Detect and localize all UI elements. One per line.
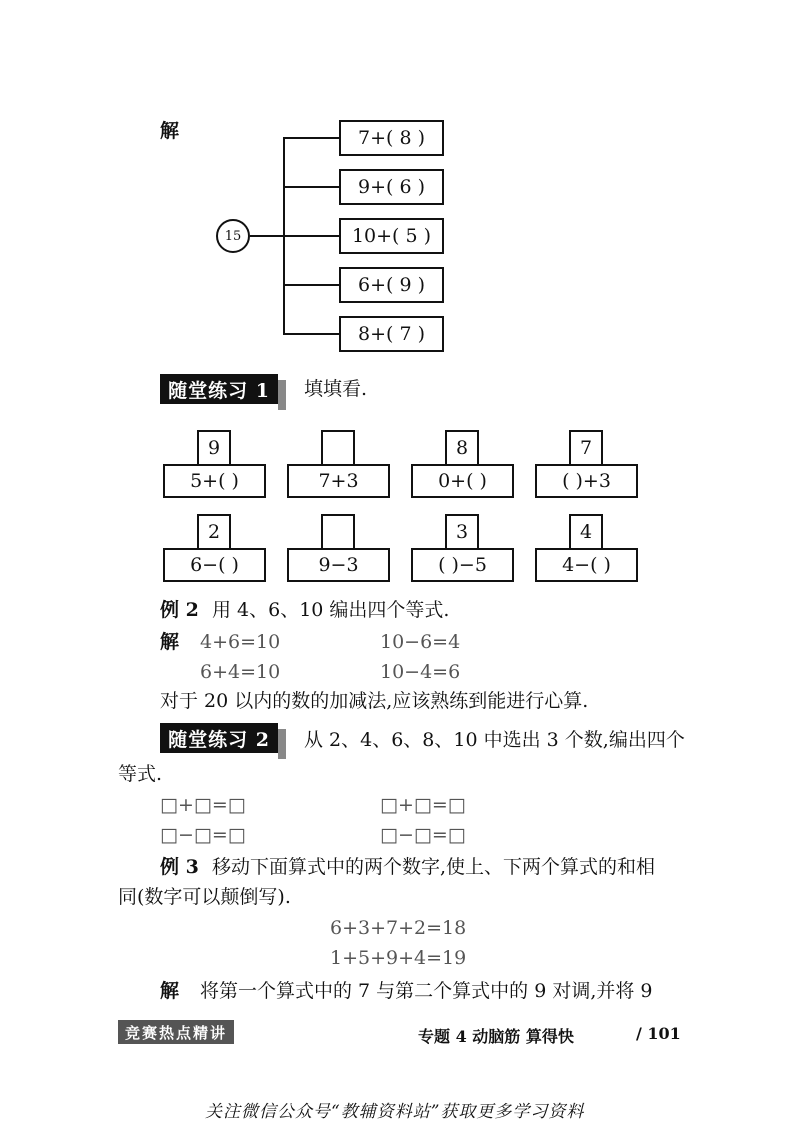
house-bottom: 7+3 xyxy=(287,464,390,498)
blank-equation: □−□=□ xyxy=(160,824,246,846)
house-bottom: 9−3 xyxy=(287,548,390,582)
example3-solution-text: 将第一个算式中的 7 与第二个算式中的 9 对调,并将 9 xyxy=(200,980,653,1002)
branch-connector xyxy=(283,235,339,237)
practice1-label: 随堂练习 1 xyxy=(160,374,278,404)
house-bottom: 5+( ) xyxy=(163,464,266,498)
blank-equation: □−□=□ xyxy=(380,824,466,846)
branch-box: 8+( 7 ) xyxy=(339,316,444,352)
house-top: 8 xyxy=(445,430,479,466)
branch-connector xyxy=(283,137,339,139)
footer-section-tag: 竞赛热点精讲 xyxy=(118,1020,234,1044)
practice2-prompt: 从 2、4、6、8、10 中选出 3 个数,编出四个 xyxy=(304,729,685,751)
practice1-prompt: 填填看. xyxy=(304,378,368,400)
blank-equation: □+□=□ xyxy=(380,794,466,816)
branch-box: 6+( 9 ) xyxy=(339,267,444,303)
page-number: / 101 xyxy=(636,1024,681,1043)
equation: 1+5+9+4=19 xyxy=(330,947,467,969)
house-bottom: 6−( ) xyxy=(163,548,266,582)
equation: 10−4=6 xyxy=(380,661,461,683)
house-bottom: ( )−5 xyxy=(411,548,514,582)
watermark-text: 关注微信公众号“教辅资料站”获取更多学习资料 xyxy=(205,1102,585,1122)
equation: 6+3+7+2=18 xyxy=(330,917,467,939)
blank-equation: □+□=□ xyxy=(160,794,246,816)
example2-solution-label: 解 xyxy=(160,631,180,653)
house-bottom: 4−( ) xyxy=(535,548,638,582)
house-bottom: 0+( ) xyxy=(411,464,514,498)
branch-connector xyxy=(283,284,339,286)
example2-note: 对于 20 以内的数的加减法,应该熟练到能进行心算. xyxy=(160,690,589,712)
practice2-label: 随堂练习 2 xyxy=(160,723,278,753)
solution-label: 解 xyxy=(160,120,180,142)
house-top: 7 xyxy=(569,430,603,466)
house-top: 9 xyxy=(197,430,231,466)
footer-topic: 专题 4 动脑筋 算得快 xyxy=(418,1027,574,1046)
example3-text: 移动下面算式中的两个数字,使上、下两个算式的和相 xyxy=(212,856,656,878)
house-top xyxy=(321,430,355,466)
branch-box: 9+( 6 ) xyxy=(339,169,444,205)
branch-box: 7+( 8 ) xyxy=(339,120,444,156)
root-connector xyxy=(250,235,284,237)
equation: 4+6=10 xyxy=(200,631,281,653)
house-top: 3 xyxy=(445,514,479,550)
example3-label: 例 3 xyxy=(160,856,199,878)
example3-text-cont: 同(数字可以颠倒写). xyxy=(118,886,291,908)
branch-connector xyxy=(283,333,339,335)
equation: 6+4=10 xyxy=(200,661,281,683)
house-top xyxy=(321,514,355,550)
example2-text: 用 4、6、10 编出四个等式. xyxy=(212,599,450,621)
example2-label: 例 2 xyxy=(160,599,199,621)
example3-solution-label: 解 xyxy=(160,980,180,1002)
house-bottom: ( )+3 xyxy=(535,464,638,498)
house-top: 4 xyxy=(569,514,603,550)
branch-connector xyxy=(283,186,339,188)
equation: 10−6=4 xyxy=(380,631,461,653)
practice2-prompt-cont: 等式. xyxy=(118,763,163,785)
root-number-circle: 15 xyxy=(216,219,250,253)
house-top: 2 xyxy=(197,514,231,550)
branch-box: 10+( 5 ) xyxy=(339,218,444,254)
